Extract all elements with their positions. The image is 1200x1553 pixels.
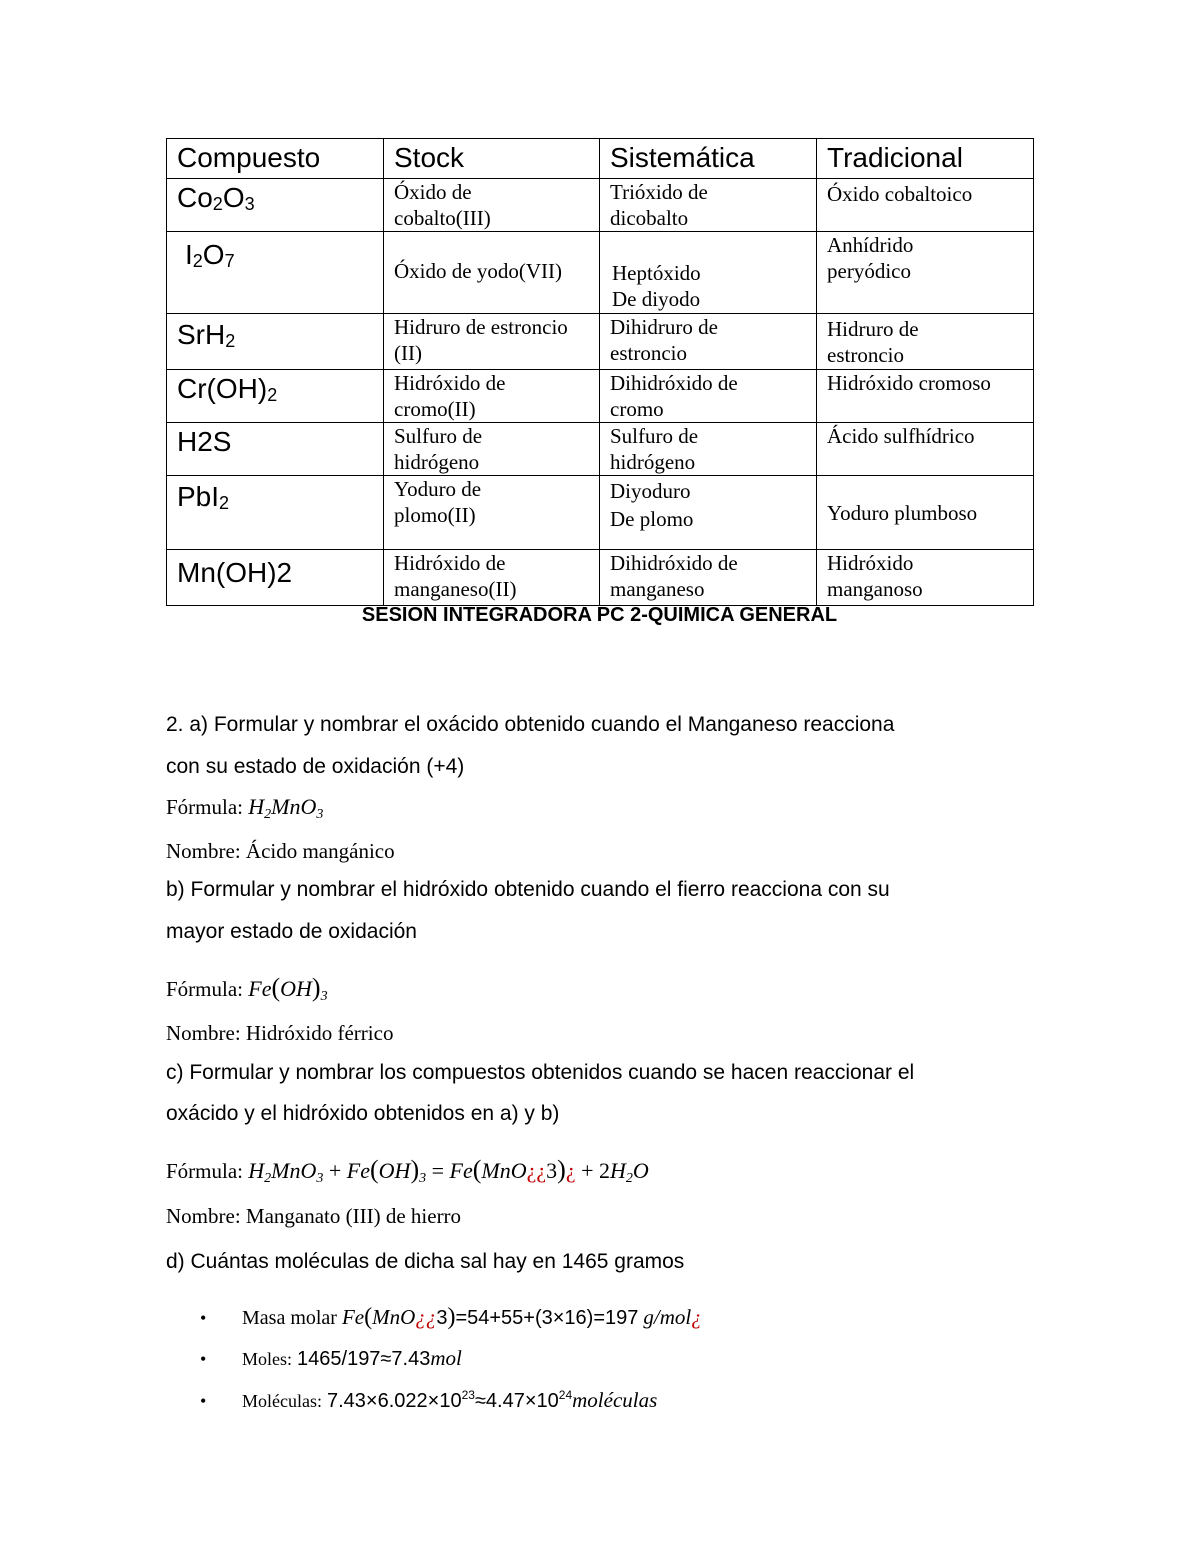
- tradicional-cell: Hidróxido cromoso: [817, 370, 1034, 423]
- formula-expression: $Fe(OH)_3$: [248, 973, 328, 1004]
- answer-c-name: [166, 1204, 461, 1228]
- tradicional-cell: Ácido sulfhídrico: [817, 423, 1034, 476]
- question-b-line2: mayor estado de oxidación: [166, 920, 417, 943]
- question-b-line1: b) Formular y nombrar el hidróxido obtenido cuando el fierro reacciona con su: [166, 878, 890, 901]
- header-stock: Stock: [384, 139, 600, 179]
- formula-expression: $H_2MnO_3$: [248, 794, 324, 822]
- answer-a-name: [166, 839, 395, 863]
- stock-cell: Yoduro de plomo(II): [384, 476, 600, 550]
- compound-cell: $I_2O_7$: [167, 232, 384, 314]
- bullet-value: 1465/197≈7.43: [297, 1348, 431, 1370]
- header-compuesto: Compuesto: [167, 139, 384, 179]
- bullet-moleculas: [200, 1388, 657, 1413]
- question-c-line2: oxácido y el hidróxido obtenidos en a) y b): [166, 1102, 560, 1125]
- name-value: Hidróxido férrico: [245, 1021, 394, 1045]
- formula-label: Fórmula:: [166, 1159, 243, 1183]
- table-row: [167, 423, 1034, 476]
- table-row: [167, 370, 1034, 423]
- question-c-line1: c) Formular y nombrar los compuestos obtenidos cuando se hacen reaccionar el: [166, 1061, 915, 1084]
- page-title: SESION INTEGRADORA PC 2-QUIMICA GENERAL: [361, 604, 838, 626]
- stock-cell: Hidróxido de manganeso(II): [384, 550, 600, 606]
- table-header-row: [167, 139, 1034, 179]
- bullet-unit: g/mol: [643, 1305, 692, 1329]
- answer-b-name: [166, 1021, 393, 1045]
- stock-cell: Óxido de cobalto(III): [384, 179, 600, 232]
- compound-cell: H2S: [167, 423, 384, 476]
- name-value: Ácido mangánico: [245, 839, 395, 863]
- tradicional-cell: Óxido cobaltoico: [817, 179, 1034, 232]
- header-sistematica: Sistemática: [600, 139, 817, 179]
- bullet-label: Moles:: [242, 1349, 293, 1369]
- header-tradicional: Tradicional: [817, 139, 1034, 179]
- bullet-icon: •: [200, 1308, 207, 1328]
- table-row: [167, 550, 1034, 606]
- table-row: [167, 179, 1034, 232]
- answer-c-formula: [166, 1155, 649, 1186]
- bullet-icon: •: [200, 1391, 207, 1411]
- compound-cell: $Cr(OH)_2$: [167, 370, 384, 423]
- formula-label: Fórmula:: [166, 795, 243, 819]
- tradicional-cell: Anhídrido peryódico: [817, 232, 1034, 314]
- name-value: Manganato (III) de hierro: [245, 1204, 462, 1228]
- sistematica-cell: Trióxido de dicobalto: [600, 179, 817, 232]
- answer-a-formula: [166, 794, 324, 822]
- compound-cell: Mn(OH)2: [167, 550, 384, 606]
- sistematica-cell: Dihidruro de estroncio: [600, 314, 817, 370]
- bullet-value: $7.43\times 6.022\times 10^{23}\approx 4.47\times 10^{24}$: [326, 1388, 573, 1412]
- table-row: [167, 314, 1034, 370]
- bullet-value: =54+55+(3×16)=197: [455, 1307, 639, 1329]
- bullet-icon: •: [200, 1349, 207, 1369]
- table-row: [167, 476, 1034, 550]
- bullet-label: Masa molar: [242, 1307, 337, 1329]
- stock-cell: Hidruro de estroncio (II): [384, 314, 600, 370]
- nombre-label: Nombre:: [166, 1021, 241, 1045]
- sistematica-cell: Dihidróxido de cromo: [600, 370, 817, 423]
- formula-expression: $H_2MnO_3 + Fe(OH)_3$ = Fe(MnO¿¿3)¿ + $2H_2O$: [248, 1155, 649, 1186]
- answer-b-formula: [166, 973, 328, 1004]
- bullet-unit: mol: [430, 1346, 462, 1370]
- nomenclature-table: [166, 138, 1034, 606]
- bullet-label: Moléculas:: [242, 1391, 322, 1411]
- formula-label: Fórmula:: [166, 977, 243, 1001]
- question-a-line1: 2. a) Formular y nombrar el oxácido obtenido cuando el Manganeso reacciona: [166, 713, 895, 736]
- bullet-moles: [200, 1346, 462, 1371]
- stock-cell: Óxido de yodo(VII): [384, 232, 600, 314]
- nombre-label: Nombre:: [166, 839, 241, 863]
- tradicional-cell: Yoduro plumboso: [817, 476, 1034, 550]
- tradicional-cell: Hidruro de estroncio: [817, 314, 1034, 370]
- question-a-line2: con su estado de oxidación (+4): [166, 755, 465, 778]
- compound-cell: SrH$_2$: [167, 314, 384, 370]
- compound-cell: $Co_2O_3$: [167, 179, 384, 232]
- sistematica-cell: Sulfuro de hidrógeno: [600, 423, 817, 476]
- sistematica-cell: Diyoduro De plomo: [600, 476, 817, 550]
- sistematica-cell: Heptóxido De diyodo: [600, 232, 817, 314]
- stock-cell: Sulfuro de hidrógeno: [384, 423, 600, 476]
- question-d-line1: d) Cuántas moléculas de dicha sal hay en 1465 gramos: [166, 1250, 685, 1273]
- bullet-masa-molar: • Masa molar Fe(MnO¿¿3)=54+55+(3×16)=197 g/mol¿: [200, 1304, 702, 1330]
- table-row: [167, 232, 1034, 314]
- bullet-unit: moléculas: [572, 1388, 658, 1412]
- sistematica-cell: Dihidróxido de manganeso: [600, 550, 817, 606]
- stock-cell: Hidróxido de cromo(II): [384, 370, 600, 423]
- tradicional-cell: Hidróxido manganoso: [817, 550, 1034, 606]
- nombre-label: Nombre:: [166, 1204, 241, 1228]
- compound-cell: PbI$_2$: [167, 476, 384, 550]
